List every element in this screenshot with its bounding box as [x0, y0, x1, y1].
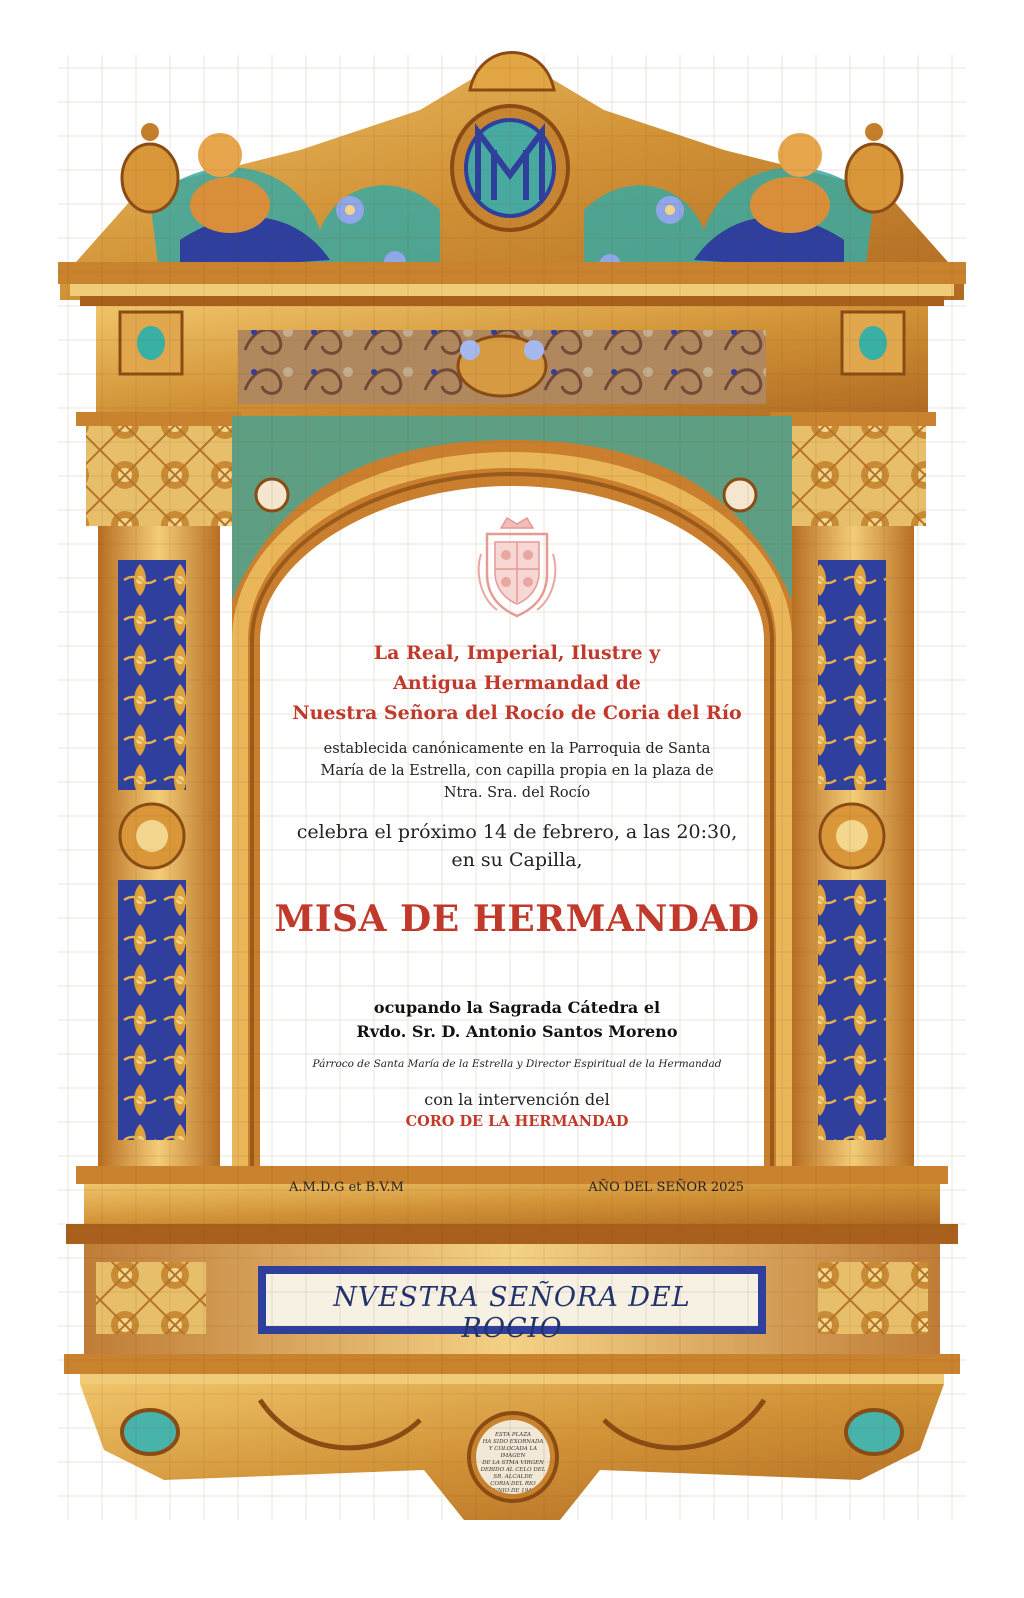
preacher-role: Párroco de Santa María de la Estrella y Director Espiritual de la Hermandad: [312, 1058, 722, 1070]
heading-line: La Real, Imperial, Ilustre y: [373, 642, 661, 664]
subheading-line: María de la Estrella, con capilla propia en la plaza de: [320, 763, 714, 779]
subheading-line: establecida canónicamente en la Parroquia de Santa: [323, 741, 711, 757]
commemorative-plaque: [476, 1420, 550, 1494]
plaque-line: ESTA PLAZA: [495, 1432, 531, 1438]
plaque-line: HA SIDO EXORNADA: [482, 1439, 544, 1445]
choir-name: CORO DE LA HERMANDAD: [405, 1113, 629, 1130]
plaque-line: DE LA STMA VIRGEN: [482, 1460, 544, 1466]
heading-line: Antigua Hermandad de: [393, 672, 641, 694]
event-date: [262, 818, 772, 874]
plaque-line: CORIA DEL RIO: [490, 1481, 536, 1487]
plaque-line: JUNIO DE 1942: [490, 1488, 536, 1494]
subheading-line: Ntra. Sra. del Rocío: [443, 785, 591, 801]
event-title: MISA DE HERMANDAD: [274, 898, 760, 940]
footer-year: AÑO DEL SEÑOR 2025: [588, 1180, 744, 1195]
canonical-establishment: [282, 738, 752, 804]
heading-line: Nuestra Señora del Rocío de Coria del Río: [292, 702, 742, 724]
preacher-line: Rvdo. Sr. D. Antonio Santos Moreno: [356, 1022, 678, 1041]
event-line: en su Capilla,: [451, 849, 583, 871]
preacher: [262, 996, 772, 1044]
plaque-text: [476, 1432, 550, 1494]
brotherhood-crest-icon: [475, 514, 559, 618]
footer-motto: A.M.D.G et B.V.M: [289, 1180, 404, 1195]
preacher-line: ocupando la Sagrada Cátedra el: [373, 998, 661, 1017]
plaque-line: DEBIDO AL CELO DEL: [480, 1467, 546, 1473]
plaque-line: SR. ALCALDE: [493, 1474, 533, 1480]
invitation-panel: [262, 480, 772, 1220]
brotherhood-name: [262, 638, 772, 728]
event-line: celebra el próximo 14 de febrero, a las 20:30,: [296, 821, 738, 843]
banner-inscription: NVESTRA SEÑORA DEL ROCIO: [333, 1282, 691, 1344]
plaque-line: Y COLOCADA LA IMAGEN: [488, 1446, 538, 1459]
music-intro: con la intervención del: [424, 1090, 610, 1109]
